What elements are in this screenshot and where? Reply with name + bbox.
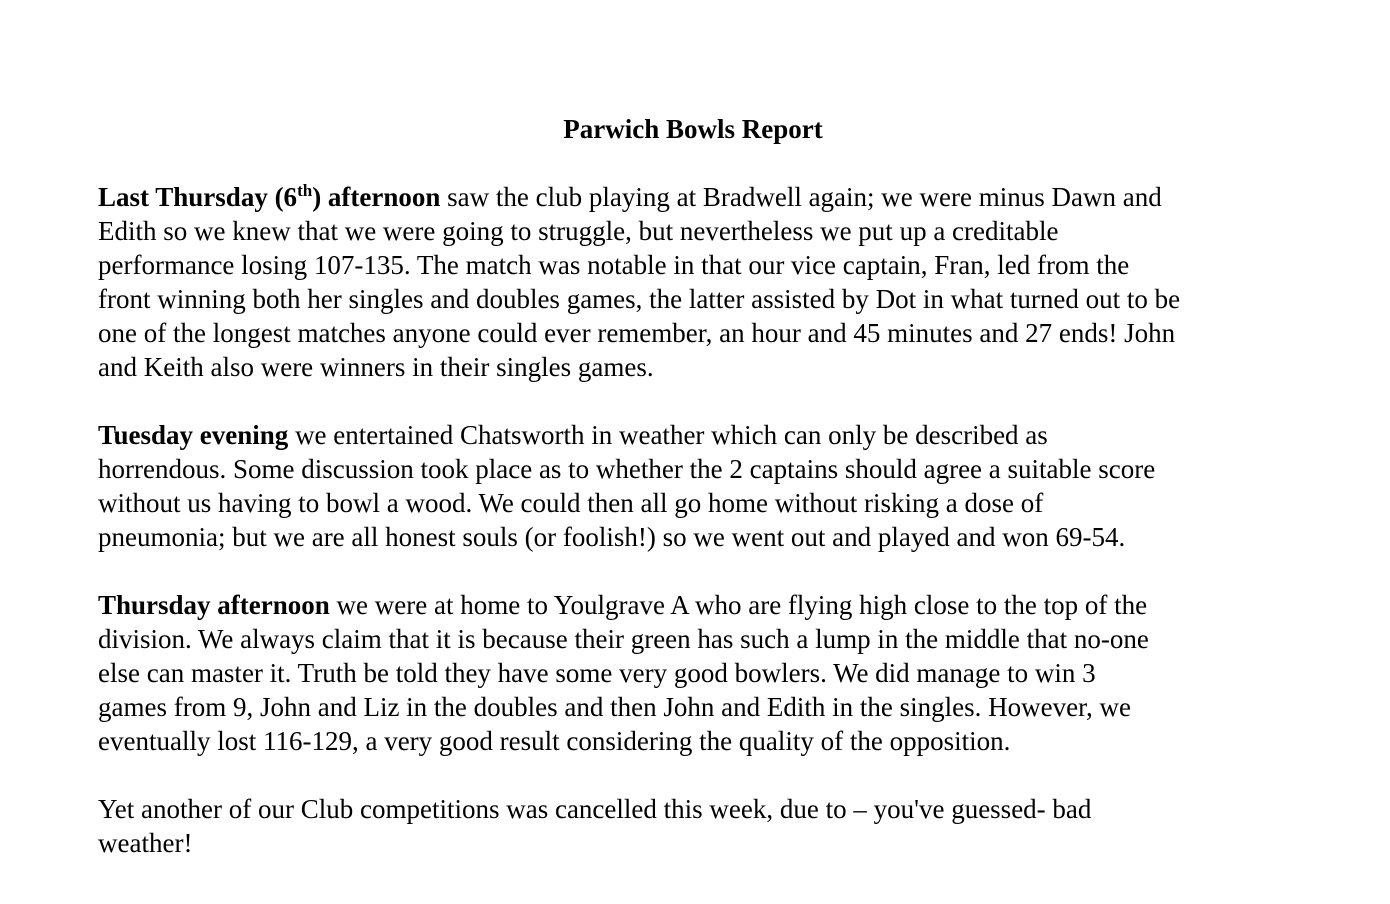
paragraph-line: front winning both her singles and doubles games, the latter assisted by Dot in what turned out to be bbox=[98, 284, 1181, 314]
paragraph-competitions bbox=[98, 792, 1298, 860]
superscript-ordinal: th bbox=[297, 181, 313, 200]
document-page bbox=[98, 112, 1298, 894]
paragraph-line: and Keith also were winners in their singles games. bbox=[98, 352, 654, 382]
paragraph-line: Last Thursday (6th) afternoon saw the club playing at Bradwell again; we were minus Dawn and bbox=[98, 181, 1162, 212]
paragraph-thursday-afternoon bbox=[98, 588, 1298, 758]
paragraph-line: Thursday afternoon we were at home to Youlgrave A who are flying high close to the top of the bbox=[98, 590, 1148, 620]
paragraph-line: division. We always claim that it is because their green has such a lump in the middle that no-one bbox=[98, 624, 1149, 654]
paragraph-tuesday-evening bbox=[98, 418, 1298, 554]
paragraph-line: Tuesday evening we entertained Chatsworth in weather which can only be described as bbox=[98, 420, 1048, 450]
report-title: Parwich Bowls Report bbox=[563, 114, 823, 144]
bold-lead: Thursday afternoon bbox=[98, 590, 330, 620]
paragraph-line: one of the longest matches anyone could ever remember, an hour and 45 minutes and 27 ends! John bbox=[98, 318, 1176, 348]
paragraph-line: horrendous. Some discussion took place as to whether the 2 captains should agree a suitable score bbox=[98, 454, 1156, 484]
bold-lead: Tuesday evening bbox=[98, 420, 289, 450]
paragraph-line: pneumonia; but we are all honest souls (or foolish!) so we went out and played and won 69-54. bbox=[98, 522, 1126, 552]
paragraph-line: without us having to bowl a wood. We could then all go home without risking a dose of bbox=[98, 488, 1044, 518]
bold-lead: Last Thursday (6th) afternoon bbox=[98, 181, 441, 212]
paragraph-last-thursday bbox=[98, 180, 1298, 384]
paragraph-line: eventually lost 116-129, a very good result considering the quality of the opposition. bbox=[98, 726, 1011, 756]
paragraph-line: Yet another of our Club competitions was cancelled this week, due to – you've guessed- bad bbox=[98, 794, 1092, 824]
paragraph-line: games from 9, John and Liz in the doubles and then John and Edith in the singles. However, we bbox=[98, 692, 1131, 722]
paragraph-line: performance losing 107-135. The match was notable in that our vice captain, Fran, led from the bbox=[98, 250, 1130, 280]
paragraph-line: else can master it. Truth be told they have some very good bowlers. We did manage to win 3 bbox=[98, 658, 1096, 688]
paragraph-line: weather! bbox=[98, 828, 193, 858]
paragraph-line: Edith so we knew that we were going to struggle, but nevertheless we put up a creditable bbox=[98, 216, 1059, 246]
